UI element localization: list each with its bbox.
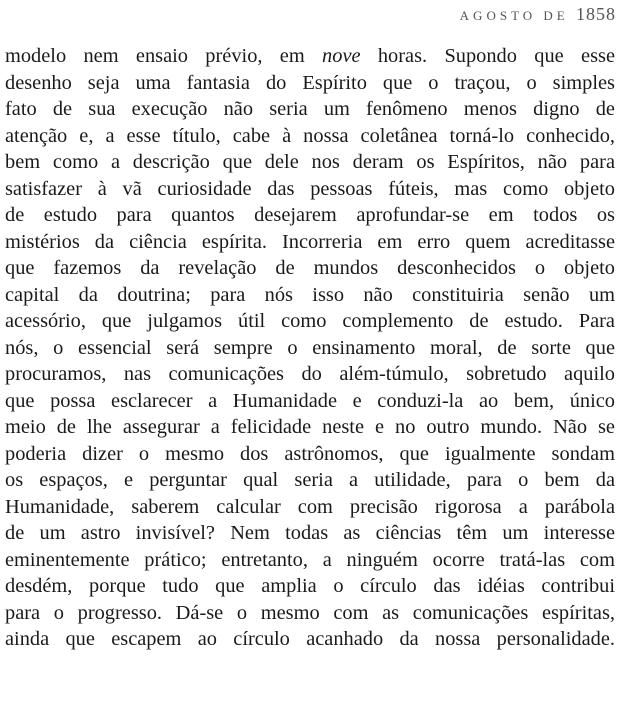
text-line: acessório, que julgamos útil como complemento de estudo. Para bbox=[5, 310, 615, 332]
running-header bbox=[460, 4, 616, 25]
text-line: poderia dizer o mesmo dos astrônomos, que igualmente sondam bbox=[5, 442, 615, 465]
text-line-part: modelo nem ensaio prévio, em bbox=[5, 45, 323, 67]
text-line: atenção e, a esse título, cabe à nossa coletânea torná-lo conhecido, bbox=[5, 124, 615, 147]
text-line: eminentemente prático; entretanto, a ninguém ocorre tratá-las com bbox=[5, 548, 615, 571]
text-line-part: horas. Supondo que esse bbox=[360, 45, 615, 67]
text-line: ainda que escapem ao círculo acanhado da nossa personalidade. bbox=[5, 628, 615, 650]
text-line: de estudo para quantos desejarem aprofundar-se em todos os bbox=[5, 204, 615, 226]
text-line: fato de sua execução não seria um fenômeno menos digno de bbox=[5, 98, 615, 120]
text-line: procuramos, nas comunicações do além-túmulo, sobretudo aquilo bbox=[5, 363, 615, 385]
text-line: Humanidade, saberem calcular com precisão rigorosa a parábola bbox=[5, 495, 615, 518]
text-line: satisfazer à vã curiosidade das pessoas fúteis, mas como objeto bbox=[5, 177, 615, 200]
header-year: 1858 bbox=[576, 4, 616, 24]
text-line: desenho seja uma fantasia do Espírito que o traçou, o simples bbox=[5, 71, 615, 94]
text-line: nós, o essencial será sempre o ensinamento moral, de sorte que bbox=[5, 336, 615, 359]
text-line: bem como a descrição que dele nos deram os Espíritos, não para bbox=[5, 151, 615, 173]
italic-word: nove bbox=[322, 45, 361, 67]
text-line: desdém, porque tudo que amplia o círculo das idéias contribui bbox=[5, 575, 615, 597]
text-line: que fazemos da revelação de mundos desconhecidos o objeto bbox=[5, 257, 615, 279]
text-line: meio de lhe assegurar a felicidade neste e no outro mundo. Não se bbox=[5, 416, 615, 438]
text-line: os espaços, e perguntar qual seria a utilidade, para o bem da bbox=[5, 469, 615, 491]
text-line bbox=[5, 43, 615, 70]
text-line: capital da doutrina; para nós isso não constituiria senão um bbox=[5, 283, 615, 306]
text-line: de um astro invisível? Nem todas as ciências têm um interesse bbox=[5, 522, 615, 544]
text-line: que possa esclarecer a Humanidade e conduzi-la ao bem, único bbox=[5, 389, 615, 412]
body-paragraph bbox=[5, 43, 615, 653]
text-line: mistérios da ciência espírita. Incorreria em erro quem acreditasse bbox=[5, 230, 615, 253]
header-month: AGOSTO DE bbox=[459, 8, 569, 23]
text-line: para o progresso. Dá-se o mesmo com as comunicações espíritas, bbox=[5, 601, 615, 624]
